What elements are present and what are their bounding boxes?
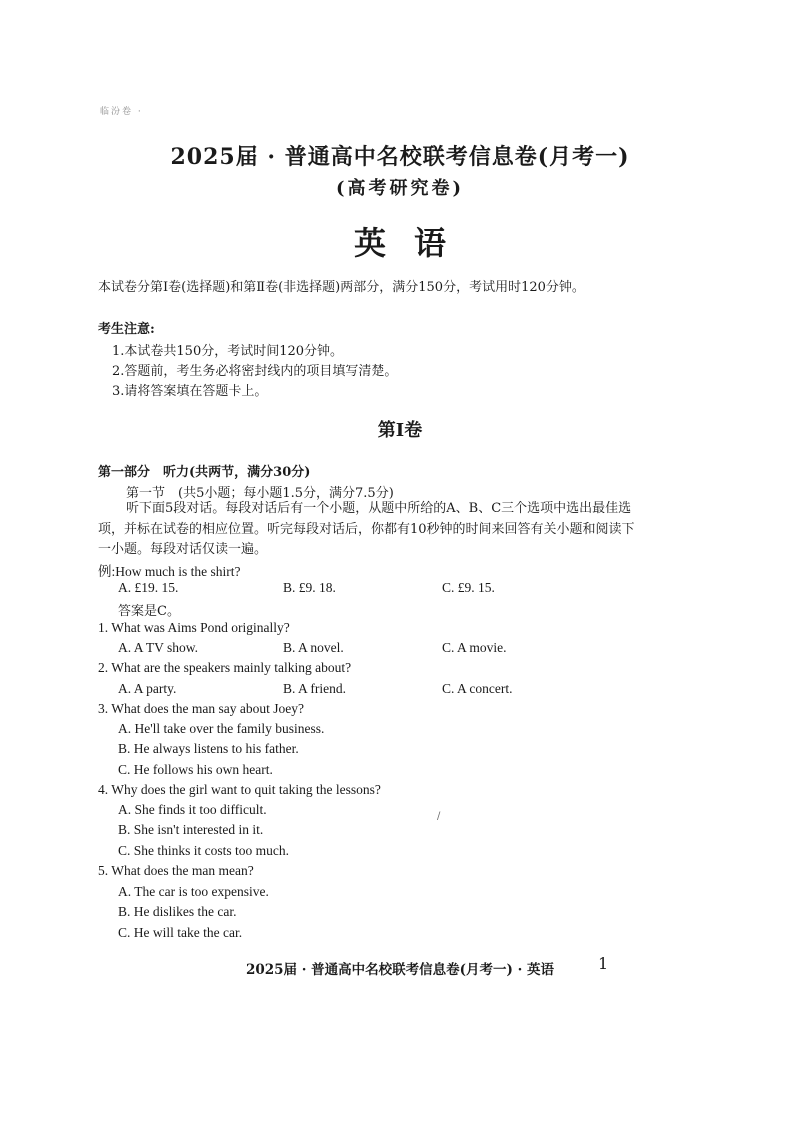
- example-option-a: A. £19. 15.: [118, 580, 179, 595]
- question-stem: 5. What does the man mean?: [98, 863, 254, 878]
- page-number: 1: [598, 954, 609, 973]
- option-a: A. A party.: [118, 681, 177, 696]
- notice-item: 2.答题前，考生务必将密封线内的项目填写清楚。: [112, 364, 398, 379]
- option-b: B. She isn't interested in it.: [118, 822, 264, 837]
- example-question: 例:How much is the shirt?: [98, 564, 241, 579]
- notice-item: 3.请将答案填在答题卡上。: [112, 384, 268, 399]
- option-b: B. A friend.: [283, 681, 346, 696]
- option-c: C. She thinks it costs too much.: [118, 843, 290, 858]
- part-title: 第一部分 听力(共两节，满分30分): [98, 465, 311, 480]
- page-footer: 2025届 · 普通高中名校联考信息卷(月考一) · 英语: [245, 962, 555, 978]
- option-a: A. The car is too expensive.: [118, 884, 269, 899]
- notice-title: 考生注意:: [98, 322, 155, 337]
- option-a: A. A TV show.: [118, 640, 199, 655]
- option-b: B. He always listens to his father.: [118, 741, 299, 756]
- subject-title: 英语: [353, 224, 474, 262]
- option-a: A. He'll take over the family business.: [118, 721, 325, 736]
- notice-item: 1.本试卷共150分，考试时间120分钟。: [112, 344, 344, 359]
- question-stem: 3. What does the man say about Joey?: [98, 701, 304, 716]
- listening-directions: 听下面5段对话。每段对话后有一个小题，从题中所给的A、B、C三个选项中选出最佳选项，并标在试卷的相应位置。听完每段对话后，你都有10秒钟的时间来回答有关小题和阅读下一小题。每段对话仅读一遍。: [98, 501, 635, 557]
- option-c: C. A concert.: [442, 681, 513, 696]
- example-option-c: C. £9. 15.: [442, 580, 495, 595]
- option-c: C. A movie.: [442, 640, 507, 655]
- question-stem: 4. Why does the girl want to quit taking the lessons?: [98, 782, 381, 797]
- question-stem: 2. What are the speakers mainly talking about?: [98, 660, 352, 675]
- volume-title: 第Ⅰ卷: [377, 420, 423, 441]
- exam-title: 2025届 · 普通高中名校联考信息卷(月考一): [170, 144, 630, 170]
- option-b: B. A novel.: [283, 640, 344, 655]
- exam-intro: 本试卷分第Ⅰ卷(选择题)和第Ⅱ卷(非选择题)两部分，满分150分，考试用时120分钟。: [98, 280, 585, 295]
- top-mark: 临汾卷 ·: [100, 107, 143, 117]
- option-c: C. He will take the car.: [118, 925, 243, 940]
- example-option-b: B. £9. 18.: [283, 580, 336, 595]
- option-c: C. He follows his own heart.: [118, 762, 273, 777]
- exam-subtitle: (高考研究卷): [335, 178, 465, 199]
- option-b: B. He dislikes the car.: [118, 904, 237, 919]
- question-stem: 1. What was Aims Pond originally?: [98, 620, 290, 635]
- example-answer: 答案是C。: [118, 604, 180, 619]
- stray-mark: /: [437, 811, 441, 822]
- option-a: A. She finds it too difficult.: [118, 802, 267, 817]
- section-title: 第一节 (共5小题；每小题1.5分，满分7.5分): [126, 486, 394, 501]
